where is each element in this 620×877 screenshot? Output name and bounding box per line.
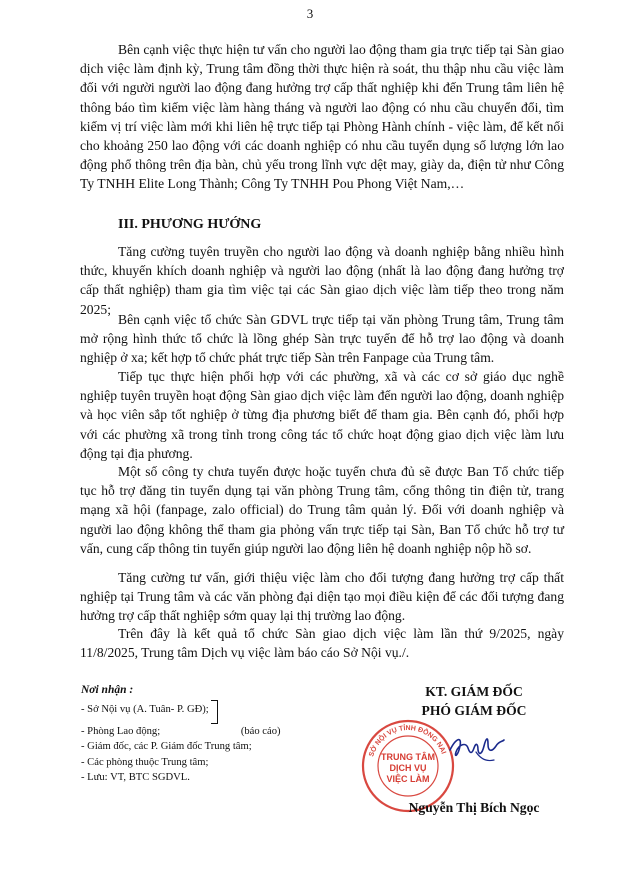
recipient-line [81,700,321,724]
seal-center-line2: DỊCH VỤ [389,763,427,773]
recipient-text: - Phòng Lao động; [81,725,161,737]
signature-title-line1: KT. GIÁM ĐỐC [425,684,523,699]
closing-paragraph: Trên đây là kết quả tổ chức Sàn giao dịch việc làm lần thứ 9/2025, ngày 11/8/2025, Trung tâm Dịch vụ việc làm báo cáo Sở Nội vụ./. [80,626,564,661]
signature-title-line2: PHÓ GIÁM ĐỐC [421,703,527,718]
handwritten-signature [446,728,506,768]
recipient-line [81,724,321,740]
recipient-line: - Các phòng thuộc Trung tâm; [81,756,209,768]
recipient-line: - Giám đốc, các P. Giám đốc Trung tâm; [81,741,252,753]
recipient-text: - Sở Nội vụ (A. Tuân- P. GĐ); [81,703,209,715]
bracket [211,700,218,724]
page-number: 3 [306,6,314,21]
seal-center-line1: TRUNG TÂM [381,752,435,762]
signature-title-block [384,682,564,720]
section-heading: III. PHƯƠNG HƯỚNG [118,217,262,232]
seal-center-line3: VIỆC LÀM [386,774,430,784]
direction-paragraph-5: Tăng cường tư vấn, giới thiệu việc làm cho đối tượng đang hưởng trợ cấp thất nghiệp tại Trung tâm và các văn phòng đại diện tạo mọi điều kiện để các đối tượng đang hưởng trợ cấp thất nghiệp sớm quay lại thị trường lao động. [80,570,564,624]
recipients-title: Nơi nhận : [81,684,134,696]
body-paragraph-1: Bên cạnh việc thực hiện tư vấn cho người lao động tham gia trực tiếp tại Sàn giao dịch việc làm định kỳ, Trung tâm đồng thời thực hiện rà soát, thu thập nhu cầu việc làm đối với người người lao động đang hưởng trợ cấp thất nghiệp khi đến Trung tâm liên hệ thông báo tìm kiếm việc làm hàng tháng và người lao động có nhu cầu chuyển đổi, tìm kiếm vị trí việc làm mới khi liên hệ trực tiếp tại Phòng Hành chính - việc làm, để kết nối cho khoảng 250 lao động với các doanh nghiệp có nhu cầu tuyển dụng số lượng lớn lao động phổ thông trên địa bàn, chủ yếu trong lĩnh vực dệt may, giày da, điện tử như Công Ty TNHH Elite Long Thành; Công Ty TNHH Pou Phong Việt Nam,… [80,42,564,192]
direction-paragraph-3: Tiếp tục thực hiện phối hợp với các phường, xã và các cơ sở giáo dục nghề nghiệp tuyên truyền hoạt động Sàn giao dịch việc làm đến người lao động, doanh nghiệp và học viên sắp tốt nghiệp ở từng địa phương biết để tham gia. Bên cạnh đó, phối hợp với các phường xã trong tỉnh trong công tác tổ chức hoạt động giao dịch việc làm lưu động tại địa phương. [80,369,564,461]
recipient-line: - Lưu: VT, BTC SGDVL. [81,772,190,784]
direction-paragraph-1: Tăng cường tuyên truyền cho người lao động và doanh nghiệp bằng nhiều hình thức, khuyến khích doanh nghiệp và người lao động (nhất là lao động đang hưởng trợ cấp thất nghiệp) tham gia tìm việc tại các Sàn giao dịch việc làm tiếp theo trong năm 2025; [80,244,564,317]
direction-paragraph-2: Bên cạnh việc tổ chức Sàn GDVL trực tiếp tại văn phòng Trung tâm, Trung tâm mở rộng hình thức tổ chức là lồng ghép Sàn trực tuyến để hỗ trợ lao động và doanh nghiệp ở xa; kết hợp tổ chức phát trực tiếp Sàn trên Fanpage của Trung tâm. [80,312,564,366]
direction-paragraph-4: Một số công ty chưa tuyển được hoặc tuyển chưa đủ sẽ được Ban Tổ chức tiếp tục hỗ trợ đăng tin tuyển dụng tại văn phòng Trung tâm, cổng thông tin điện tử, trang mạng xã hội (fanpage, zalo official) do Trung tâm quản lý. Đối với doanh nghiệp và người lao động không thể tham gia phỏng vấn trực tiếp tại Sàn, Ban Tổ chức hỗ trợ tư vấn, cung cấp thông tin tuyển giúp người lao động liên hệ doanh nghiệp nộp hồ sơ. [80,464,564,556]
seal-ring-text: SỞ NỘI VỤ TỈNH ĐỒNG NAI [368,724,447,758]
bracket-note: (báo cáo) [240,725,281,737]
signer-name: Nguyễn Thị Bích Ngọc [408,800,540,815]
recipients-block [81,683,321,786]
